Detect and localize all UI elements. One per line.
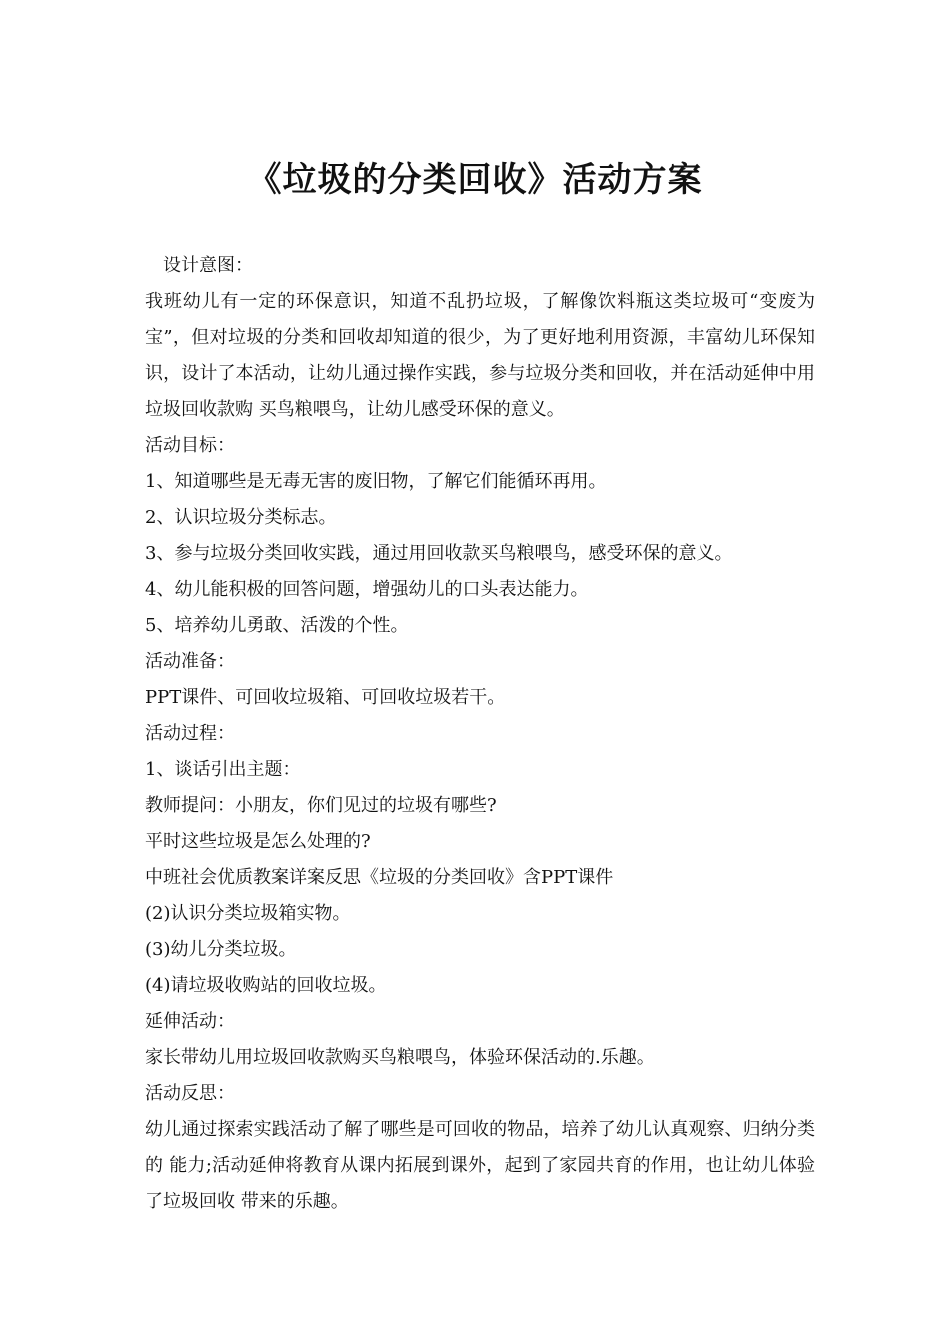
process-item: (2)认识分类垃圾箱实物。 (145, 903, 351, 924)
document-title: 《垃圾的分类回收》活动方案 (247, 160, 703, 200)
process-item: 中班社会优质教案详案反思《垃圾的分类回收》含PPT课件 (145, 867, 614, 888)
section-heading-goals: 活动目标： (145, 435, 235, 456)
goal-item: 5、培养幼儿勇敢、活泼的个性。 (145, 615, 409, 636)
section-heading-design-intent: 设计意图： (163, 255, 253, 276)
paragraph-reflection: 幼儿通过探索实践活动了解了哪些是可回收的物品，培养了幼儿认真观察、归纳分类的 能力;活动延伸将教育从课内拓展到课外，起到了家园共育的作用，也让幼儿体验了垃圾回收 带来的乐趣。 (145, 1119, 815, 1212)
process-item: (3)幼儿分类垃圾。 (145, 939, 297, 960)
goal-item: 4、幼儿能积极的回答问题，增强幼儿的口头表达能力。 (145, 579, 589, 600)
goal-item: 1、知道哪些是无毒无害的废旧物，了解它们能循环再用。 (145, 471, 607, 492)
document-body (145, 248, 815, 1220)
section-heading-preparation: 活动准备： (145, 651, 235, 672)
process-item: 平时这些垃圾是怎么处理的? (145, 831, 371, 852)
process-item: 教师提问：小朋友，你们见过的垃圾有哪些? (145, 795, 497, 816)
goal-item: 3、参与垃圾分类回收实践，通过用回收款买鸟粮喂鸟，感受环保的意义。 (145, 543, 733, 564)
goal-item: 2、认识垃圾分类标志。 (145, 507, 337, 528)
section-heading-process: 活动过程： (145, 723, 235, 744)
section-heading-reflection: 活动反思： (145, 1083, 235, 1104)
paragraph-design-intent: 我班幼儿有一定的环保意识，知道不乱扔垃圾，了解像饮料瓶这类垃圾可“变废为 宝”，但对垃圾的分类和回收却知道的很少，为了更好地利用资源，丰富幼儿环保知识，设计了本活动，让幼儿通过操作实践，参与垃圾分类和回收，并在活动延伸中用垃圾回收款购 买鸟粮喂鸟，让幼儿感受环保的意义。 (145, 291, 815, 420)
extension-text: 家长带幼儿用垃圾回收款购买鸟粮喂鸟，体验环保活动的.乐趣。 (145, 1047, 655, 1068)
section-heading-extension: 延伸活动： (145, 1011, 235, 1032)
process-item: (4)请垃圾收购站的回收垃圾。 (145, 975, 387, 996)
process-item: 1、谈话引出主题： (145, 759, 301, 780)
preparation-text: PPT课件、可回收垃圾箱、可回收垃圾若干。 (145, 687, 506, 708)
